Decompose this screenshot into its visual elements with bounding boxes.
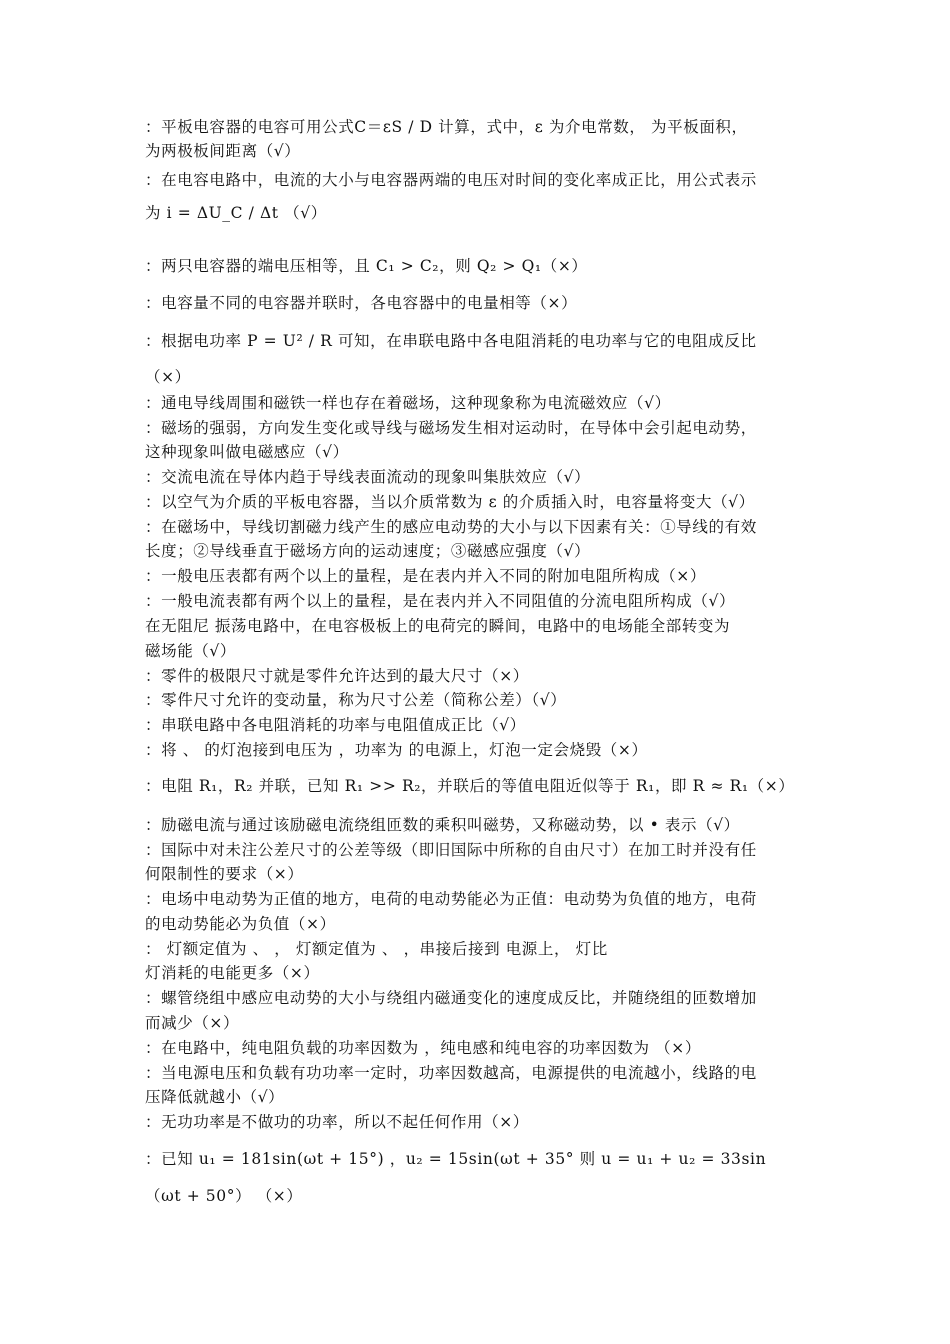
text-line: 压降低就越小（√） [145,1088,285,1106]
text-line: 长度；②导线垂直于磁场方向的运动速度；③磁感应强度（√） [145,542,591,560]
text-line: （ωt + 50°） （×） [145,1187,303,1205]
text-line: 的电动势能必为负值（×） [145,915,336,933]
text-line: ：磁场的强弱，方向发生变化或导线与磁场发生相对运动时，在导体中会引起电动势， [145,419,757,437]
text-line: ：国际中对未注公差尺寸的公差等级（即旧国际中所称的自由尺寸）在加工时并没有任 [145,841,757,859]
text-line: ：在电路中，纯电阻负载的功率因数为 ，纯电感和纯电容的功率因数为 （×） [145,1039,701,1057]
text-line: ：在磁场中，导线切割磁力线产生的感应电动势的大小与以下因素有关：①导线的有效 [145,518,757,536]
text-line: ： 灯额定值为 、 ， 灯额定值为 、 ，串接后接到 电源上， 灯比 [145,940,608,958]
text-line: ：零件的极限尺寸就是零件允许达到的最大尺寸（×） [145,667,529,685]
text-line: ：根据电功率 P = U² / R 可知，在串联电路中各电阻消耗的电功率与它的电阻成反比 [145,332,757,350]
text-line: ：通电导线周围和磁铁一样也存在着磁场，这种现象称为电流磁效应（√） [145,394,671,412]
text-line: ：电容量不同的电容器并联时，各电容器中的电量相等（×） [145,294,578,312]
text-line: 为 i = ΔU_C / Δt （√） [145,204,327,222]
text-line: 在无阻尼 振荡电路中，在电容极板上的电荷完的瞬间，电路中的电场能全部转变为 [145,617,731,635]
text-line: ：已知 u₁ = 181sin(ωt + 15°) ，u₂ = 15sin(ωt + 35° 则 u = u₁ + u₂ = 33sin [145,1150,767,1168]
text-line: ：励磁电流与通过该励磁电流绕组匝数的乘积叫磁势，又称磁动势，以 • 表示（√） [145,816,740,834]
text-line: ：电场中电动势为正值的地方，电荷的电动势能必为正值：电动势为负值的地方，电荷 [145,890,757,908]
text-line: 磁场能（√） [145,642,236,660]
text-line: ：将 、 的灯泡接到电压为 ，功率为 的电源上，灯泡一定会烧毁（×） [145,741,648,759]
text-line: （×） [145,368,191,386]
text-line: 为两极板间距离（√） [145,142,301,160]
text-line: ：一般电流表都有两个以上的量程，是在表内并入不同阻值的分流电阻所构成（√） [145,592,736,610]
text-line: ：在电容电路中，电流的大小与电容器两端的电压对时间的变化率成正比，用公式表示 [145,171,757,189]
text-line: ：无功功率是不做功的功率，所以不起任何作用（×） [145,1113,529,1131]
text-line: ：电阻 R₁，R₂ 并联，已知 R₁ >> R₂，并联后的等值电阻近似等于 R₁，即 R ≈ R₁（×） [145,777,795,795]
text-line: ：零件尺寸允许的变动量，称为尺寸公差（简称公差）（√） [145,691,567,709]
text-line: 何限制性的要求（×） [145,865,304,883]
text-line: ：当电源电压和负载有功功率一定时，功率因数越高，电源提供的电流越小，线路的电 [145,1064,757,1082]
text-line: ：串联电路中各电阻消耗的功率与电阻值成正比（√） [145,716,526,734]
text-line: 而减少（×） [145,1014,240,1032]
text-line: ：平板电容器的电容可用公式C＝εS / D 计算，式中，ε 为介电常数， 为平板面积， [145,118,748,136]
text-line: ：两只电容器的端电压相等，且 C₁ > C₂，则 Q₂ > Q₁（×） [145,257,588,275]
text-line: ：螺管绕组中感应电动势的大小与绕组内磁通变化的速度成反比，并随绕组的匝数增加 [145,989,757,1007]
text-line: ：交流电流在导体内趋于导线表面流动的现象叫集肤效应（√） [145,468,591,486]
text-line: ：以空气为介质的平板电容器，当以介质常数为 ε 的介质插入时，电容量将变大（√） [145,493,755,511]
text-line: ：一般电压表都有两个以上的量程，是在表内并入不同的附加电阻所构成（×） [145,567,706,585]
text-line: 灯消耗的电能更多（×） [145,964,320,982]
text-line: 这种现象叫做电磁感应（√） [145,443,349,461]
